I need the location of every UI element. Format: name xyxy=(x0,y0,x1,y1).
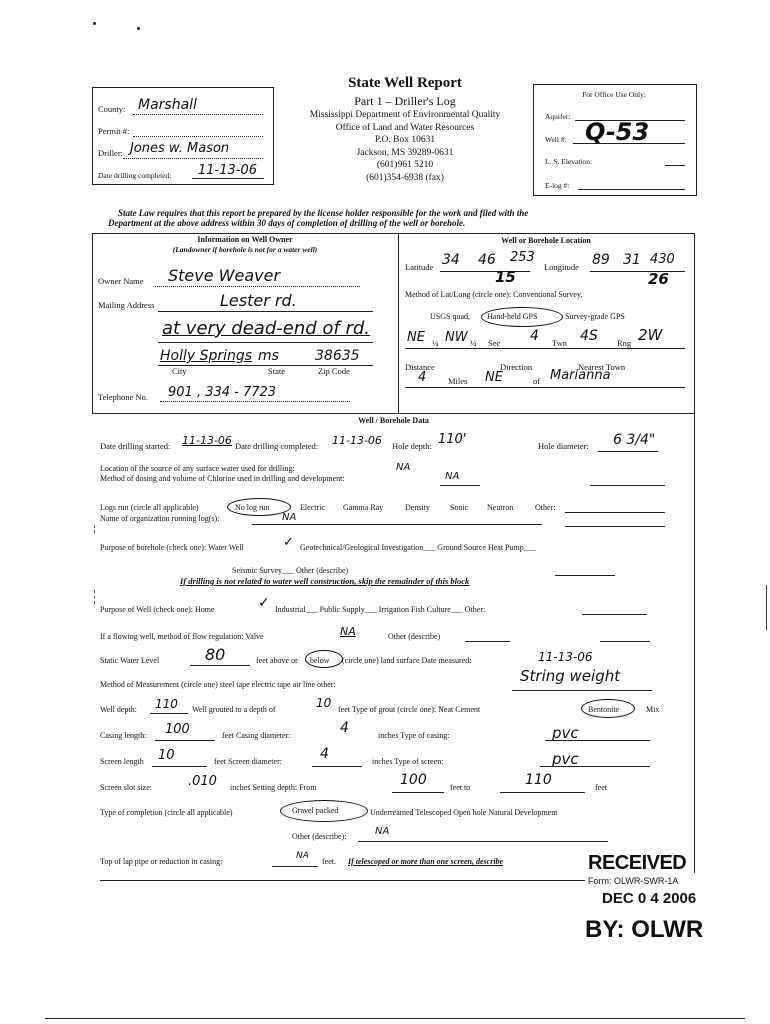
setting-from-value[interactable]: 100 xyxy=(400,772,427,788)
log-org-label: Name of organization running log(s): xyxy=(100,514,220,523)
flowing-valve-value[interactable]: NA xyxy=(340,625,356,638)
telephone-label: Telephone No. xyxy=(98,392,148,402)
hole-depth-label: Hole depth: xyxy=(392,441,432,451)
location-heading: Well or Borehole Location xyxy=(501,236,591,245)
scan-edge-mark xyxy=(766,585,767,630)
plss-line xyxy=(405,348,685,349)
casing-length-line xyxy=(155,740,215,741)
completion-other-line xyxy=(358,841,608,842)
driller-label: Driller: xyxy=(98,148,124,158)
margin-dash xyxy=(94,525,95,533)
well-depth-label: Well depth: xyxy=(100,705,137,714)
flowing-other-line xyxy=(465,641,510,642)
longitude-sec[interactable]: 430 xyxy=(650,252,675,267)
office-use-title: For Office Use Only: xyxy=(582,90,646,99)
surface-water-value[interactable]: NA xyxy=(396,462,411,473)
state-law-notice: State Law requires that this report be prepared by the license holder responsible for the work and filed with the Department at the above address within 30 days of completion of drilling of the well or borehole. xyxy=(108,208,529,228)
grouted-label: Well grouted to a depth of xyxy=(192,705,276,714)
measurement-other-value[interactable]: String weight xyxy=(520,667,621,685)
state-value[interactable]: ms xyxy=(258,348,279,364)
address-block: Mississippi Department of Environmental Quality Office of Land and Water Resources P.O. Box 10631 Jackson, MS 39289-0631 (601)961 5210 (601)354-6938 (fax) xyxy=(309,110,501,183)
date-completed-label-2: Date drilling completed: xyxy=(235,441,319,451)
lap-pipe-value[interactable]: NA xyxy=(296,851,309,861)
casing-type-value[interactable]: pvc xyxy=(552,724,579,742)
quarter-2-value[interactable]: NW xyxy=(445,330,468,345)
flowing-other-line-2 xyxy=(600,641,650,642)
latlong-method: Method of Lat/Long (circle one): Conventional Survey, xyxy=(405,290,583,299)
direction-value[interactable]: NE xyxy=(485,370,503,385)
owner-location-divider xyxy=(398,233,399,413)
no-log-option[interactable]: No log run xyxy=(235,503,270,512)
stray-mark xyxy=(93,22,96,25)
township-label: Twn xyxy=(552,338,567,348)
casing-length-label: Casing length: xyxy=(100,731,147,740)
well-depth-line xyxy=(150,713,188,714)
log-electric[interactable]: Electric xyxy=(300,503,325,512)
scan-bottom-rule xyxy=(45,1018,745,1019)
county-value[interactable]: Marshall xyxy=(138,97,197,113)
casing-type-line xyxy=(545,740,650,741)
casing-diameter-value[interactable]: 4 xyxy=(340,720,349,736)
land-surface-label: (circle one) land surface Date measured: xyxy=(342,656,472,665)
latitude-sec-alt[interactable]: 15 xyxy=(495,268,516,286)
city-label: City xyxy=(172,366,187,376)
chlorine-label: Method of dosing and volume of Chlorine used in drilling and development: xyxy=(100,474,345,483)
owner-name-line xyxy=(155,286,360,287)
screen-type-label: inches Type of screen: xyxy=(372,757,444,766)
form-top-rule xyxy=(92,233,695,234)
other-describe-line xyxy=(555,575,615,576)
screen-diameter-line xyxy=(312,766,362,767)
measurement-other-line xyxy=(512,690,652,691)
well-purpose-label: Purpose of Well (check one): Home xyxy=(100,605,215,614)
county-line xyxy=(133,114,263,115)
date-started-label: Date drilling started: xyxy=(100,441,171,451)
survey-gps-option[interactable]: Survey-grade GPS xyxy=(565,312,625,321)
setting-depth-label: inches Setting depth: From xyxy=(230,783,317,792)
owner-name-value[interactable]: Steve Weaver xyxy=(168,266,281,285)
screen-diameter-value[interactable]: 4 xyxy=(320,746,329,762)
lap-pipe-line xyxy=(272,866,318,867)
casing-diameter-label: feet Casing diameter: xyxy=(222,731,291,740)
data-heading: Well / Borehole Data xyxy=(358,416,429,425)
telescoped-notice: If telescoped or more than one screen, describe xyxy=(348,857,504,866)
report-subtitle: Part 1 – Driller's Log xyxy=(354,94,456,108)
bentonite-option[interactable]: Bentonite xyxy=(588,705,620,714)
log-density[interactable]: Density xyxy=(405,503,430,512)
longitude-deg[interactable]: 89 xyxy=(592,252,610,268)
date-completed-label: Date drilling completed: xyxy=(98,171,172,180)
county-label: County: xyxy=(98,104,126,114)
seismic-other-label: Seismic Survey___ Other (describe) xyxy=(232,566,349,575)
margin-dash-2 xyxy=(94,590,95,604)
skip-notice: If drilling is not related to water well construction, skip the remainder of this block xyxy=(180,576,470,586)
mailing-line xyxy=(158,311,373,312)
well-purpose-other-line xyxy=(582,614,647,615)
aquifer-label: Aquifer: xyxy=(545,112,571,121)
elevation-line[interactable] xyxy=(665,165,685,166)
zip-label: Zip Code xyxy=(318,366,350,376)
latitude-label: Latitude xyxy=(405,262,434,272)
mailing-value-2[interactable]: at very dead-end of rd. xyxy=(162,318,371,339)
range-value[interactable]: 2W xyxy=(638,326,663,344)
mix-option[interactable]: Mix xyxy=(646,705,660,714)
telephone-line xyxy=(160,401,350,402)
setting-to-label: feet to xyxy=(450,783,471,792)
quarter-2-label: ¼ xyxy=(470,338,477,348)
describe-line xyxy=(100,880,585,881)
longitude-line xyxy=(590,271,685,272)
section-rule xyxy=(92,413,695,414)
quarter-1-value[interactable]: NE xyxy=(407,330,425,345)
miles-label: Miles xyxy=(448,376,468,386)
log-other-line xyxy=(565,512,665,513)
form-right-border xyxy=(694,233,695,873)
screen-diameter-label: feet Screen diameter: xyxy=(214,757,282,766)
hole-depth-value[interactable]: 110' xyxy=(438,432,467,447)
distance-label: Distance xyxy=(405,362,435,372)
section-label: Sec xyxy=(488,338,501,348)
received-by: BY: OLWR xyxy=(585,916,704,943)
longitude-min[interactable]: 31 xyxy=(623,252,641,268)
latitude-min[interactable]: 46 xyxy=(478,252,496,268)
date-completed-value-2[interactable]: 11-13-06 xyxy=(332,434,382,447)
screen-length-label: Screen length xyxy=(100,757,144,766)
flowing-well-label: If a flowing well, method of flow regulation: Valve xyxy=(100,632,264,641)
logs-run-label: Logs run (circle all applicable) xyxy=(100,503,199,512)
stray-mark xyxy=(137,27,140,30)
lap-pipe-label: Top of lap pipe or reduction in casing: xyxy=(100,857,223,866)
surface-water-label: Location of the source of any surface water used for drilling: xyxy=(100,464,295,473)
range-label: Rng xyxy=(617,338,632,348)
report-title: State Well Report xyxy=(348,75,462,91)
flowing-other-label: Other (describe) xyxy=(388,632,441,641)
city-value[interactable]: Holly Springs xyxy=(160,348,253,364)
log-neutron[interactable]: Neutron xyxy=(487,503,514,512)
elog-line[interactable] xyxy=(578,189,685,190)
setting-from-line xyxy=(392,792,444,793)
lap-pipe-feet: feet. xyxy=(322,857,336,866)
setting-to-value[interactable]: 110 xyxy=(525,772,552,788)
slot-size-label: Screen slot size: xyxy=(100,783,152,792)
screen-type-line xyxy=(540,766,650,767)
chlorine-value[interactable]: NA xyxy=(445,471,460,482)
quarter-1-label: ¼ xyxy=(432,338,439,348)
grouted-value[interactable]: 10 xyxy=(316,696,332,710)
mailing-line-2 xyxy=(158,342,373,343)
borehole-purpose-options: Geotechnical/Geological Investigation___ Ground Source Heat Pump___ xyxy=(300,543,536,552)
town-value[interactable]: Marianna xyxy=(550,368,611,383)
casing-type-label: inches Type of casing: xyxy=(378,731,450,740)
form-number: Form: OLWR-SWR-1A xyxy=(588,876,679,886)
latitude-sec[interactable]: 253 xyxy=(510,250,535,265)
usgs-quad-option[interactable]: USGS quad, xyxy=(430,312,471,321)
state-label: State xyxy=(268,366,285,376)
distance-line xyxy=(405,387,685,388)
feet-above-label: feet above or xyxy=(256,656,298,665)
section-value[interactable]: 4 xyxy=(530,328,539,344)
latitude-deg[interactable]: 34 xyxy=(442,252,460,268)
elevation-label: L. S. Elevation: xyxy=(545,157,593,166)
chlorine-line xyxy=(440,485,480,486)
completion-other-label: Other (describe): xyxy=(292,832,347,841)
completion-other-value[interactable]: NA xyxy=(375,826,390,837)
log-sonic[interactable]: Sonic xyxy=(450,503,469,512)
screen-type-value[interactable]: pvc xyxy=(552,750,579,768)
of-label: of xyxy=(533,376,541,386)
slot-size-value[interactable]: .010 xyxy=(188,774,217,789)
hole-diameter-line xyxy=(598,451,658,452)
hole-diameter-label: Hole diameter: xyxy=(538,441,589,451)
township-value[interactable]: 4S xyxy=(580,328,598,344)
hole-diameter-value[interactable]: 6 3/4" xyxy=(613,432,656,448)
log-org-line-2 xyxy=(565,526,665,527)
water-well-check[interactable]: ✓ xyxy=(283,535,294,550)
grout-type-label: feet Type of grout (circle one): Neat Cement xyxy=(338,705,481,714)
date-completed-value[interactable]: 11-13-06 xyxy=(198,163,258,178)
longitude-label: Longitude xyxy=(544,262,579,272)
casing-length-value[interactable]: 100 xyxy=(165,722,190,737)
completion-options: Underreamed Telescoped Open hole Natural Development xyxy=(370,808,558,817)
borehole-purpose-label: Purpose of borehole (check one): Water Well xyxy=(100,543,244,552)
received-date: DEC 0 4 2006 xyxy=(602,890,697,907)
nearest-town-label: Nearest Town xyxy=(578,362,626,372)
zip-value[interactable]: 38635 xyxy=(315,348,360,364)
static-water-value[interactable]: 80 xyxy=(205,645,226,664)
screen-length-line xyxy=(152,766,207,767)
handheld-gps-option[interactable]: Hand-held GPS xyxy=(487,312,538,321)
driller-line xyxy=(123,158,263,159)
owner-heading: Information on Well Owner xyxy=(197,235,293,244)
setting-feet-label: feet xyxy=(595,783,607,792)
telephone-value[interactable]: 901 , 334 - 7723 xyxy=(168,385,277,400)
mailing-value[interactable]: Lester rd. xyxy=(220,291,297,310)
static-water-label: Static Water Level xyxy=(100,656,160,665)
owner-name-label: Owner Name xyxy=(98,276,144,286)
direction-label: Direction xyxy=(500,362,533,372)
date-completed-line xyxy=(192,178,264,179)
log-org-line xyxy=(252,524,542,525)
distance-value[interactable]: 4 xyxy=(418,370,427,385)
measurement-method-label: Method of Measurement (circle one) steel tape electric tape air line other: xyxy=(100,680,336,689)
well-depth-value[interactable]: 110 xyxy=(155,697,178,711)
latitude-line xyxy=(440,271,530,272)
date-started-value[interactable]: 11-13-06 xyxy=(182,434,232,447)
well-number-value[interactable]: Q-53 xyxy=(585,118,650,146)
log-gamma[interactable]: Gamma Ray xyxy=(343,503,384,512)
permit-label: Permit #: xyxy=(98,126,130,136)
screen-length-value[interactable]: 10 xyxy=(158,748,175,763)
permit-line[interactable] xyxy=(133,136,263,137)
completion-label: Type of completion (circle all applicable) xyxy=(100,808,233,817)
well-purpose-options: Industrial___ Public Supply___ Irrigation Fish Culture___ Other: xyxy=(275,605,486,614)
gravel-packed-option[interactable]: Gravel packed xyxy=(292,806,339,815)
well-number-label: Well #: xyxy=(545,135,567,144)
below-option[interactable]: below xyxy=(310,656,330,665)
form-left-border xyxy=(92,233,93,413)
chlorine-line-2 xyxy=(590,485,665,486)
driller-value[interactable]: Jones w. Mason xyxy=(130,141,230,156)
static-water-line xyxy=(190,665,250,666)
log-other[interactable]: Other: xyxy=(535,503,556,512)
industrial-check[interactable]: ✓ xyxy=(258,595,270,611)
received-stamp: RECEIVED xyxy=(588,852,687,874)
owner-subheading: (Landowner if borehole is not for a water well) xyxy=(172,245,318,254)
date-measured-value[interactable]: 11-13-06 xyxy=(538,650,593,664)
elog-label: E-log #: xyxy=(545,181,570,190)
mailing-label: Mailing Address xyxy=(98,300,155,310)
log-org-value[interactable]: NA xyxy=(282,512,297,523)
longitude-sec-alt[interactable]: 26 xyxy=(648,270,669,288)
setting-to-line xyxy=(500,792,585,793)
